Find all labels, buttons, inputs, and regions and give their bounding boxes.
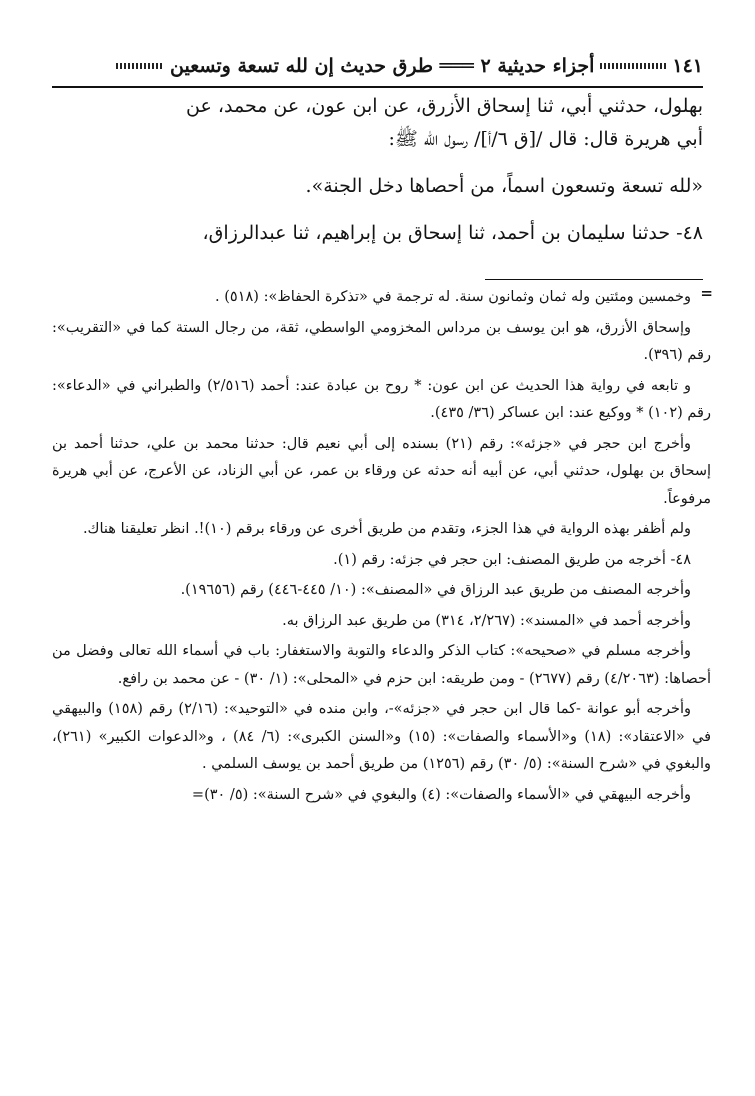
footnote-separator [485, 279, 703, 280]
footnotes [52, 284, 711, 812]
main-line: ٤٨- حدثنا سليمان بن أحمد، ثنا إسحاق بن إبراهيم، ثنا عبدالرزاق، [202, 222, 703, 244]
footnote-line: ولم أظفر بهذه الرواية في هذا الجزء، وتقدم من طريق أخرى عن ورقاء برقم (١٠)!. انظر تعليقنا هناك. [82, 521, 691, 537]
footnote-line: و تابعه في رواية هذا الحديث عن ابن عون: * روح بن عبادة عند: أحمد (٢/٥١٦) والطبراني في «الدعاء»: رقم (١٠٢) * ووكيع عند: ابن عساكر (٣٦/ ٤٣٥). [52, 377, 711, 421]
hadith-text: «لله تسعة وتسعون اسماً، من أحصاها دخل الجنة». [305, 175, 703, 197]
footnote-line: وأخرج ابن حجر في «جزئه»: رقم (٢١) بسنده إلى أبي نعيم قال: حدثنا محمد بن علي، حدثنا أحمد بن إسحاق بن بهلول، حدثني أبي، عن أبيه أنه حدثه عن ورقاء بن عمر، عن أبي الزناد، عن الأعرج، عن أبي هريرة مرفوعاً. [52, 435, 711, 507]
header-ornament [600, 63, 666, 69]
footnote-line: وأخرجه مسلم في «صحيحه»: كتاب الذكر والدعاء والتوبة والاستغفار: باب في أسماء الله تعالى وفضل من أحصاها: (٤/٢٠٦٣) رقم (٢٦٧٧) - ومن طريقه: ابن حزم في «المحلى»: (١/ ٣٠) - عن محمد بن رافع. [52, 643, 711, 687]
main-text [52, 90, 703, 250]
main-line: أبي هريرة قال: قال /[ق ٦/أ]/ رسول الله ﷺ: [388, 128, 703, 150]
footnote-line: وأخرجه أبو عوانة -كما قال ابن حجر في «جزئه»-، وابن منده في «التوحيد»: (٢/١٦) رقم (١٥٨) والبيهقي في «الاعتقاد»: (١٨) و«الأسماء والصفات»: (١٥) و«السنن الكبرى»: (٦/ ٨٤) ، و«الدعوات الكبير» (٢٦١)، والبغوي في «شرح السنة»: (٥/ ٣٠) رقم (١٢٥٦) من طريق أحمد بن يوسف السلمي . [52, 701, 712, 772]
footnote-line: وأخرجه المصنف من طريق عبد الرزاق في «المصنف»: (١٠/ ٤٤٥-٤٤٦) رقم (١٩٦٥٦). [180, 582, 691, 598]
footnote-line: ٤٨- أخرجه من طريق المصنف: ابن حجر في جزئه: رقم (١). [333, 551, 691, 568]
continuation-mark: = [700, 284, 713, 302]
main-line: بهلول، حدثني أبي، ثنا إسحاق الأزرق، عن ابن عون، عن محمد، عن [186, 95, 703, 117]
header-ornament [116, 63, 164, 69]
footnote-line: وخمسين ومئتين وله ثمان وثمانون سنة. له ترجمة في «تذكرة الحفاظ»: (٥١٨) . [215, 289, 691, 305]
page-number: ١٤١ [672, 55, 703, 77]
footnote-line: وإسحاق الأزرق، هو ابن يوسف بن مرداس المخزومي الواسطي، ثقة، من رجال الستة كما في «التقريب»: رقم (٣٩٦). [52, 319, 711, 363]
page-header [52, 46, 703, 88]
running-title: أجزاء حديثية ٢ ═══ طرق حديث إن لله تسعة وتسعين [170, 55, 595, 77]
footnote-line: وأخرجه أحمد في «المسند»: (٢/٢٦٧، ٣١٤) من طريق عبد الرزاق به. [282, 612, 691, 629]
footnote-line: وأخرجه البيهقي في «الأسماء والصفات»: (٤) والبغوي في «شرح السنة»: (٥/ ٣٠)= [191, 786, 691, 803]
